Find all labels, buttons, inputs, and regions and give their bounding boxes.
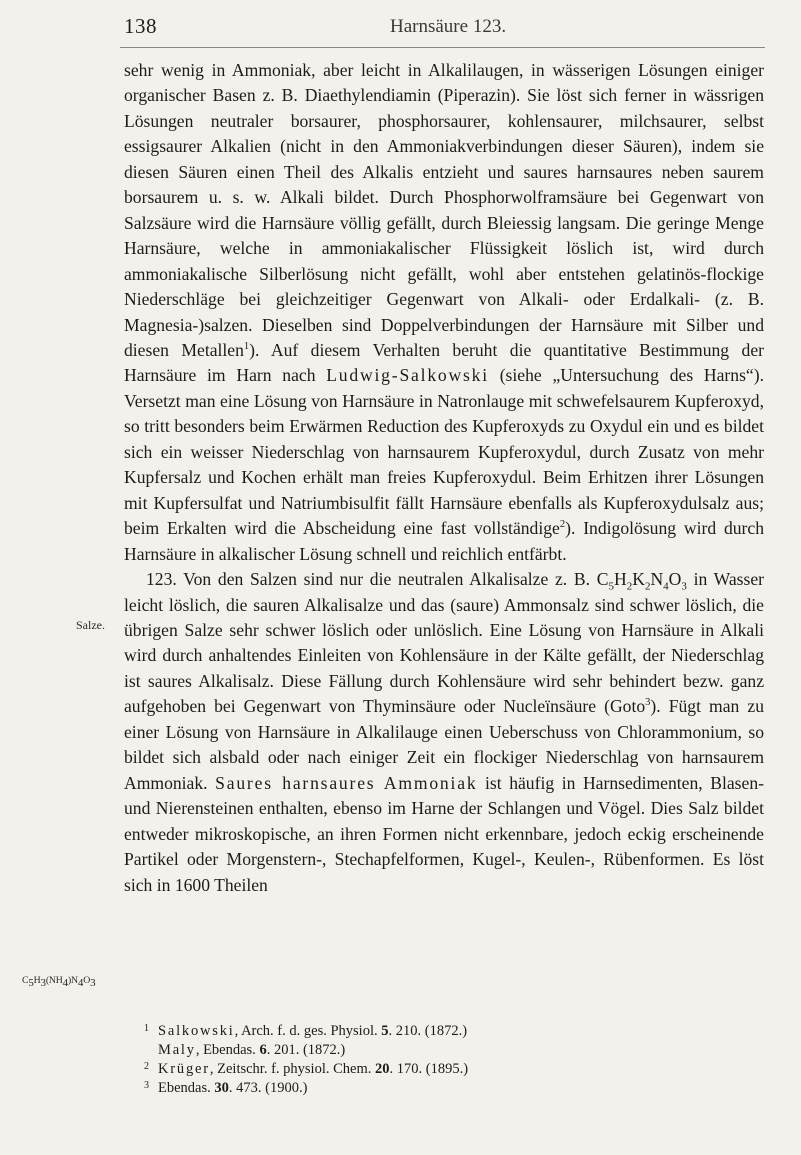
text-run: sehr wenig in Ammoniak, aber leicht in Alkalilaugen, in wässerigen Lösungen einiger organischer Basen z. B. Diaethylendiamin (Piperazin). Sie löst sich ferner in wässrigen Lösungen neutraler borsaurer, phosphorsaurer, kohlensaurer, milchsaurer, selbst essigsaurer Alkalien (nicht in den Ammoniakverbindungen dieser Säuren), indem sie diesen Säuren einen Theil des Alkalis entzieht und saures harnsaures neben saurem borsaurem u. s. w. Alkali bildet. Durch Phosphorwolframsäure bei Gegenwart von Salzsäure wird die Harnsäure völlig gefällt, durch Bleiessig langsam. Die geringe Menge Harnsäure, welche in ammoniakalischer Flüssigkeit löslich ist, wird durch ammoniakalische Silberlösung nicht gefällt, wohl aber entstehen gelatinös-flockige Niederschläge bei gleichzeitiger Gegenwart von Alkali- oder Erdalkali- (z. B. Magnesia-)salzen. Dieselben sind Doppelverbindungen der Harnsäure mit Silber und diesen Metallen: [124, 60, 764, 360]
author-name: Ludwig-Salkowski: [326, 365, 489, 386]
footnote-text: . 473. (1900.): [228, 1080, 308, 1096]
footnote-text: , Zeitschr. f. physiol. Chem.: [209, 1061, 372, 1077]
footnote-mark: 1: [144, 1023, 149, 1034]
footnote-mark: 2: [144, 1061, 149, 1072]
footnote: [144, 1060, 758, 1079]
text-run: in Wasser leicht löslich, die sauren Alkalisalze und das (saure) Ammonsalz sind schwer löslich, die übrigen Salze sehr schwer löslich oder unlöslich. Eine Lösung von Harnsäure in Alkali wird durch anhaltendes Einleiten von Kohlensäure in der Kälte gefällt, der Niederschlag ist saures Alkalisalz. Diese Fällung durch Kohlensäure wird sehr behindert bezw. ganz aufgehoben bei Gegenwart von Thyminsäure oder Nucleïnsäure (Goto: [124, 569, 765, 717]
emphasized-term: Saures harnsaures Ammoniak: [215, 772, 478, 793]
margin-note-formula: $C_5H_3(NH_4)N_4O_3$: [22, 975, 96, 989]
footnote-text: , Arch. f. d. ges. Physiol.: [234, 1023, 378, 1039]
footnotes: [144, 1022, 758, 1098]
footnote-volume: 20: [375, 1061, 390, 1077]
footnote: [144, 1022, 758, 1041]
paragraph-continued: [124, 58, 764, 567]
chemical-formula: $C_5H_2K_2N_4O_3$: [596, 569, 687, 593]
footnote-volume: 6: [259, 1042, 267, 1058]
paragraph-123: [124, 567, 764, 898]
footnote-author: Krüger: [158, 1061, 210, 1077]
footnote-text: , Ebendas.: [195, 1042, 256, 1058]
footnote-ref: 1: [243, 341, 250, 353]
footnote: [144, 1079, 758, 1098]
text-run: ). Fügt man zu einer Lösung von Harnsäure in Alkalilauge einen Ueberschuss von Chlorammonium, so bildet sich alsbald oder nach einiger Zeit ein flockiger Niederschlag von harnsaurem Ammoniak.: [124, 696, 764, 793]
footnote-volume: 5: [381, 1023, 389, 1039]
footnote-ref: 2: [559, 519, 566, 531]
margin-note-salze: Salze.: [76, 618, 105, 632]
text-run: (siehe „Untersuchung des Harns“). Versetzt man eine Lösung von Harnsäure in Natronlauge mit schwefelsaurem Kupferoxyd, so tritt besonders beim Erwärmen Reduction des Kupferoxyds zu Oxydul ein und es bildet sich ein weisser Niederschlag von harnsaurem Kupferoxydul, durch Zusatz von mehr Kupfersalz und Kochen erhält man freies Kupferoxydul. Beim Erhitzen ihrer Lösungen mit Kupfersulfat und Natriumbisulfit fällt Harnsäure ebenfalls als Kupferoxydulsalz aus; beim Erkalten wird die Abscheidung eine fast vollständige: [124, 365, 764, 539]
footnote-text: . 210. (1872.): [388, 1023, 468, 1039]
text-run: 123. Von den Salzen sind nur die neutralen Alkalisalze z. B.: [146, 569, 597, 590]
footnote-mark: 3: [144, 1080, 149, 1091]
footnote-text: Ebendas.: [158, 1080, 211, 1096]
header-rule: [120, 47, 765, 48]
footnote-volume: 30: [214, 1080, 229, 1096]
footnote-author: Maly: [158, 1042, 196, 1058]
text-run: ). Indigolösung wird durch Harnsäure in alkalischer Lösung schnell und reichlich entfärbt.: [124, 518, 764, 564]
footnote-text: . 201. (1872.): [266, 1042, 346, 1058]
footnote: [158, 1041, 758, 1060]
text-run: ). Auf diesem Verhalten beruht die quantitative Bestimmung der Harnsäure im Harn nach: [124, 339, 764, 386]
body-text: [124, 58, 764, 898]
footnote-ref: 3: [645, 697, 651, 709]
footnote-text: . 170. (1895.): [389, 1061, 469, 1077]
footnote-author: Salkowski: [158, 1023, 235, 1039]
page-number: 138: [124, 14, 157, 38]
text-run: ist häufig in Harnsedimenten, Blasen- und Nierensteinen enthalten, ebenso im Harne der Schlangen und Vögel. Dies Salz bildet entweder mikroskopische, an ihren Formen nicht erkennbare, jedoch eckig erscheinende Partikel oder Morgenstern-, Stechapfelformen, Kugel-, Keulen-, Rübenformen. Es löst sich in 1600 Theilen: [124, 772, 764, 895]
running-head: Harnsäure 123.: [390, 16, 507, 37]
